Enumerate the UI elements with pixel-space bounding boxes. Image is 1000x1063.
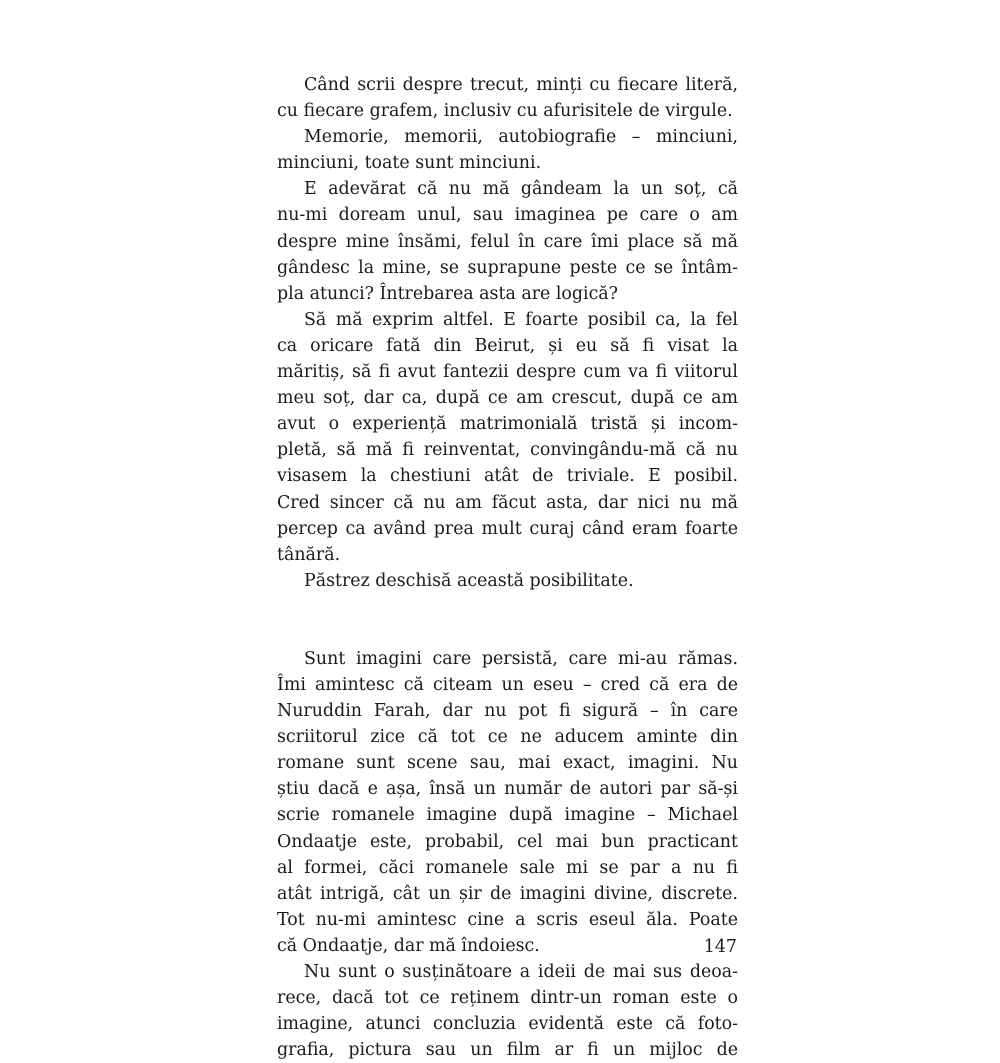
text-line: Ondaatje este, probabil, cel mai bun practicant	[277, 831, 738, 852]
text-line: cu fiecare grafem, inclusiv cu afurisitele de virgule.	[277, 101, 733, 122]
text-line: despre mine însămi, felul în care îmi place să mă	[277, 231, 738, 252]
paragraph	[277, 72, 738, 124]
text-line: Tot nu-mi amintesc cine a scris eseul ăla. Poate	[277, 909, 738, 930]
page-number: 147	[703, 937, 737, 957]
text-line: că Ondaatje, dar mă îndoiesc.	[277, 935, 540, 956]
paragraph	[277, 176, 738, 306]
section-2	[277, 646, 738, 1063]
text-line: avut o experiență matrimonială tristă și incom-	[277, 414, 738, 435]
text-line: Păstrez deschisă această posibilitate.	[304, 570, 634, 591]
text-line: pla atunci? Întrebarea asta are logică?	[277, 283, 619, 304]
text-line: Sunt imagini care persistă, care mi-au rămas.	[304, 648, 738, 669]
text-line: scrie romanele imagine după imagine – Michael	[277, 805, 738, 826]
paragraph	[277, 307, 738, 568]
text-line: scriitorul zice că tot ce ne aducem aminte din	[277, 727, 738, 748]
text-line: E adevărat că nu mă gândeam la un soț, că	[304, 179, 738, 200]
paragraph	[277, 568, 738, 594]
text-line: nu-mi doream unul, sau imaginea pe care o am	[277, 205, 738, 226]
page-body	[277, 72, 738, 1063]
text-line: rece, dacă tot ce reținem dintr-un roman este o	[277, 988, 738, 1009]
text-line: gândesc la mine, se suprapune peste ce se întâm-	[277, 257, 738, 278]
paragraph	[277, 959, 738, 1063]
text-line: grafia, pictura sau un film ar fi un mijloc de	[277, 1040, 738, 1061]
text-line: Îmi amintesc că citeam un eseu – cred că era de	[277, 674, 738, 695]
text-line: măritiș, să fi avut fantezii despre cum va fi viitorul	[277, 362, 738, 383]
text-line: pletă, să mă fi reinventat, convingându-mă că nu	[277, 440, 738, 461]
text-line: al formei, căci romanele sale mi se par a nu fi	[277, 857, 738, 878]
text-line: Cred sincer că nu am făcut asta, dar nici nu mă	[277, 492, 738, 513]
text-line: minciuni, toate sunt minciuni.	[277, 153, 542, 174]
text-line: știu dacă e așa, însă un număr de autori par să-și	[277, 779, 738, 800]
text-line: meu soț, dar ca, după ce am crescut, după ce am	[277, 388, 738, 409]
text-line: percep ca având prea mult curaj când eram foarte	[277, 518, 738, 539]
text-line: imagine, atunci concluzia evidentă este că foto-	[277, 1014, 738, 1035]
text-line: Memorie, memorii, autobiografie – minciuni,	[304, 127, 738, 148]
text-line: ca oricare fată din Beirut, și eu să fi visat la	[277, 335, 738, 356]
paragraph	[277, 124, 738, 176]
text-line: romane sunt scene sau, mai exact, imagini. Nu	[277, 753, 738, 774]
text-line: Când scrii despre trecut, minți cu fiecare literă,	[304, 75, 738, 95]
text-line: visasem la chestiuni atât de triviale. E posibil.	[277, 466, 738, 487]
text-line: tânără.	[277, 544, 341, 565]
paragraph	[277, 646, 738, 959]
text-line: Nuruddin Farah, dar nu pot fi sigură – în care	[277, 701, 738, 722]
section-break	[277, 594, 738, 646]
text-line: Să mă exprim altfel. E foarte posibil ca, la fel	[304, 309, 738, 330]
text-line: Nu sunt o susținătoare a ideii de mai sus deoa-	[304, 962, 738, 982]
text-line: atât intrigă, cât un șir de imagini divine, discrete.	[277, 883, 738, 904]
section-1	[277, 72, 738, 594]
